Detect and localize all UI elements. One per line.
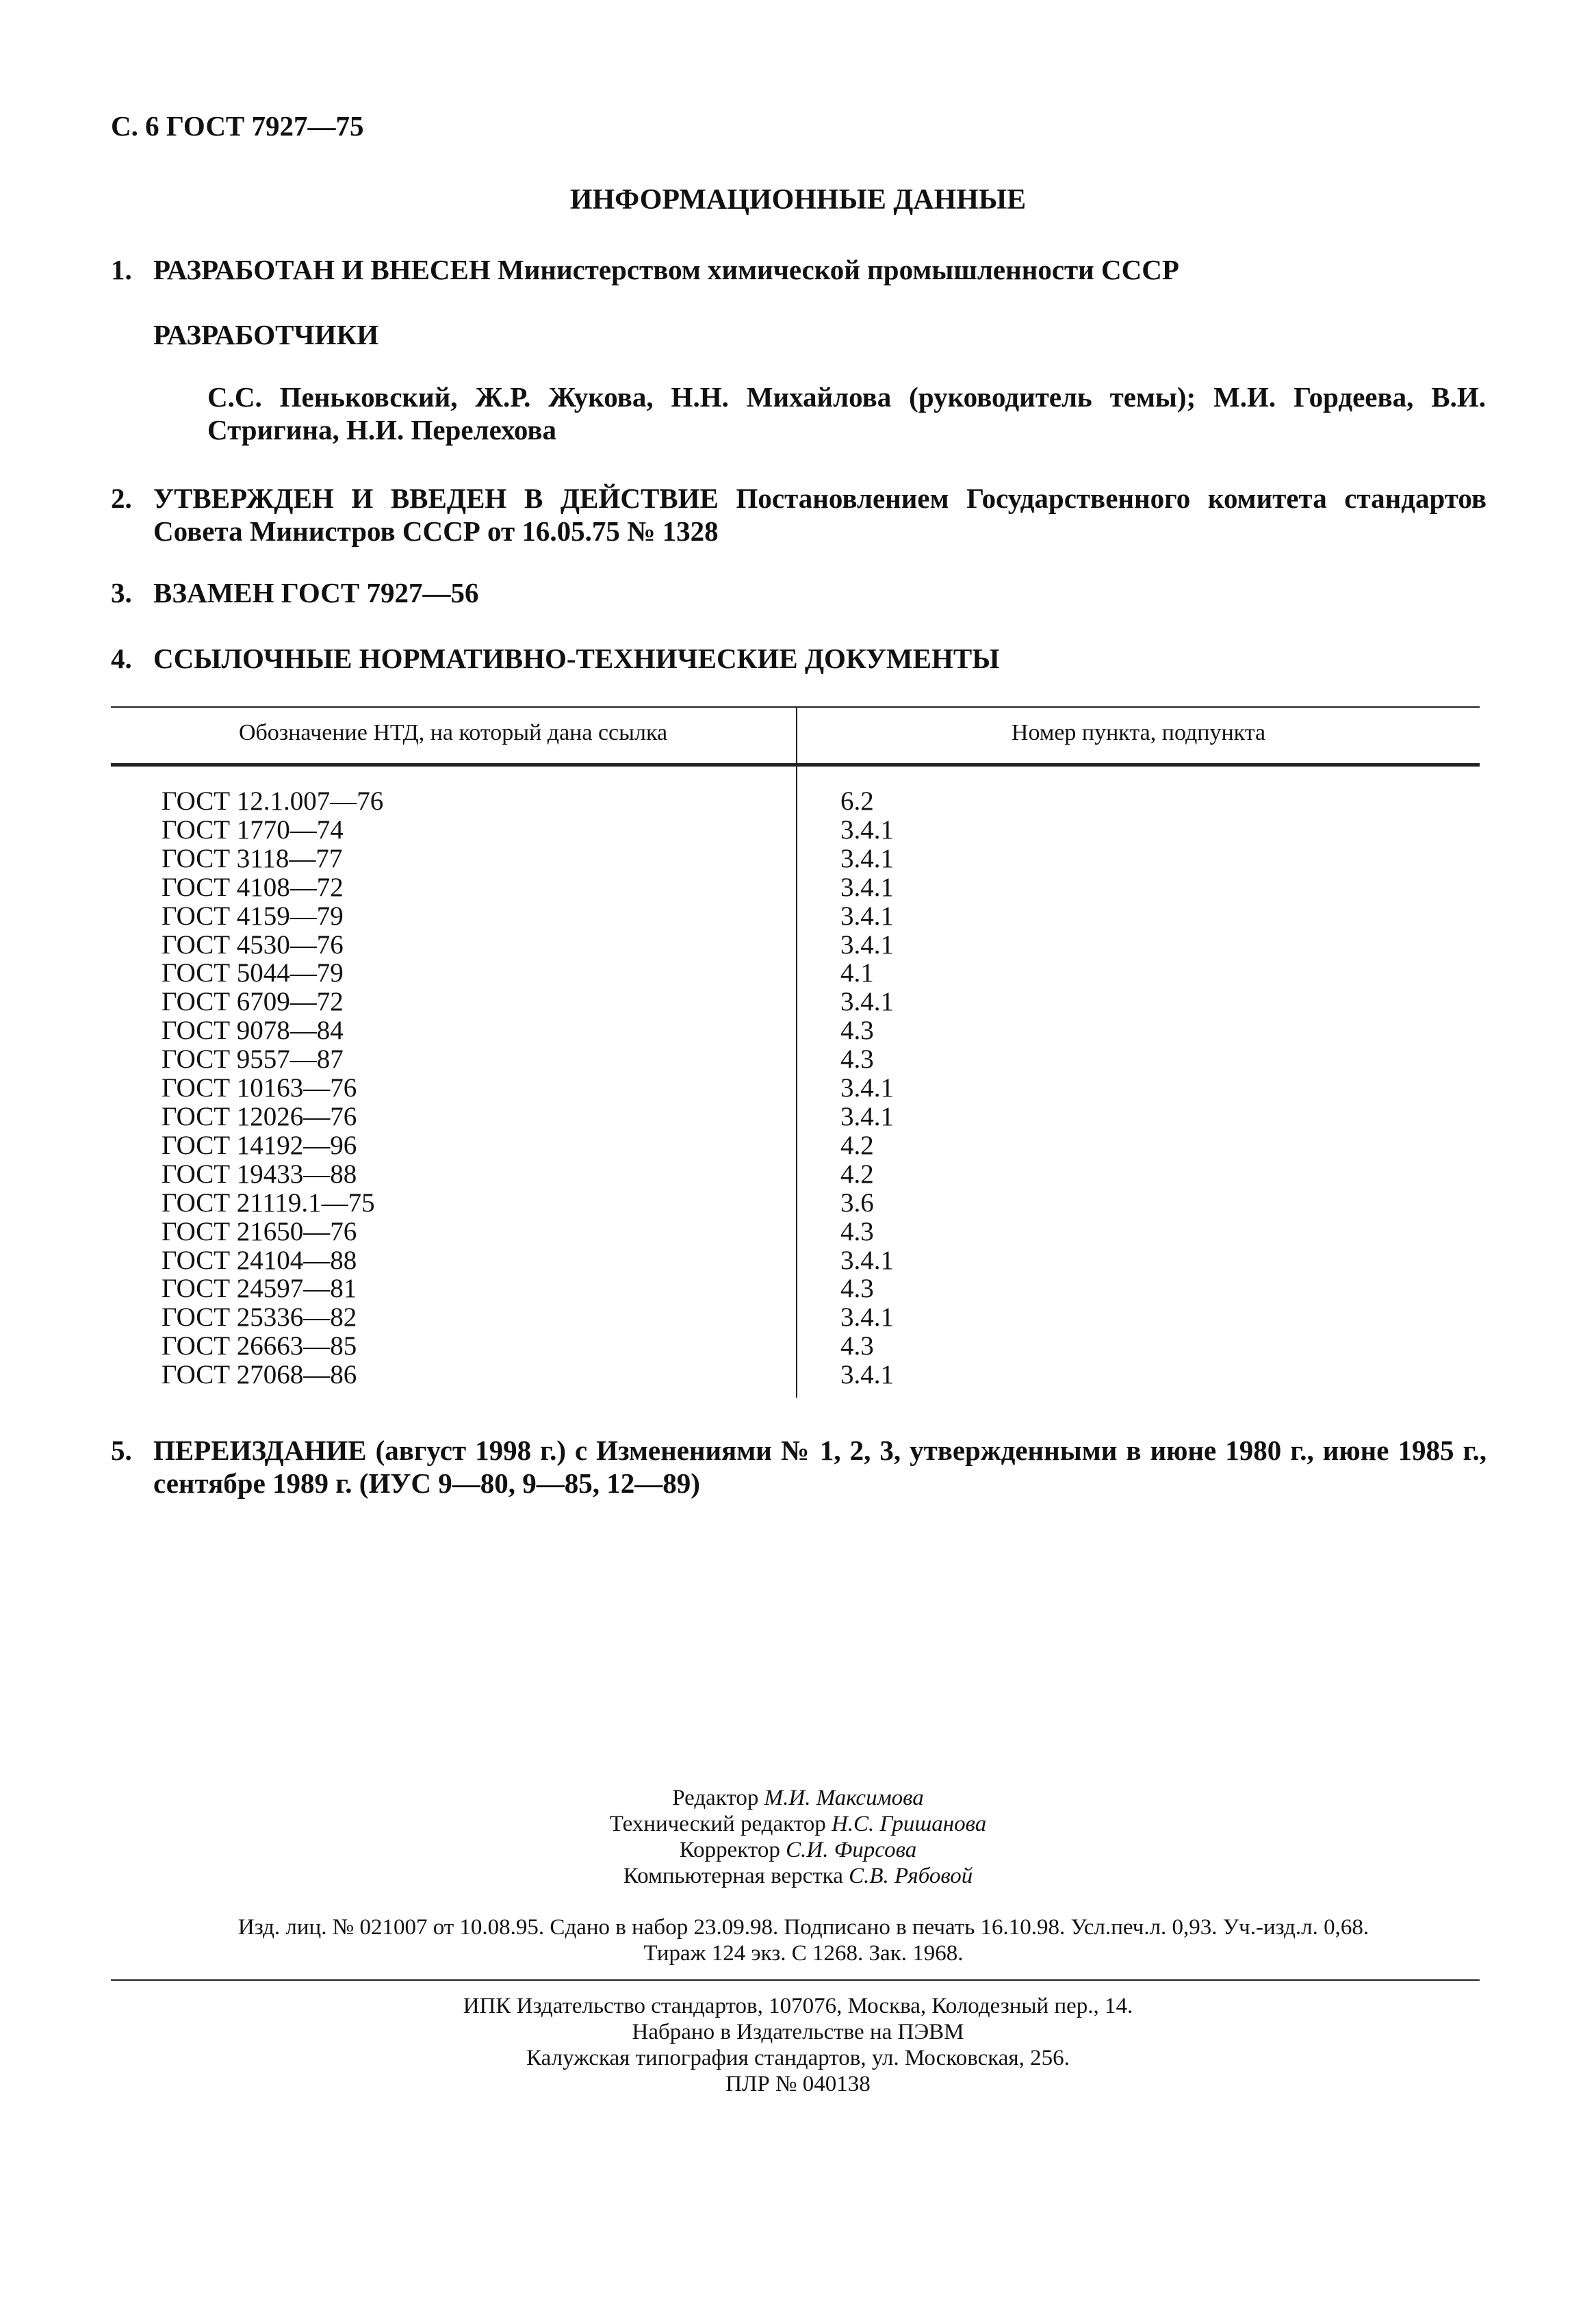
table-cell-document: ГОСТ 4159—79: [162, 901, 344, 931]
table-cell-document: ГОСТ 24597—81: [162, 1274, 357, 1304]
table-cell-clause: 3.4.1: [840, 1360, 894, 1390]
table-column-clauses: [840, 787, 894, 1389]
publisher-imprint: [0, 1993, 1596, 2097]
table-cell-clause: 3.4.1: [840, 1302, 894, 1333]
table-cell-document: ГОСТ 12.1.007—76: [162, 786, 384, 816]
table-cell-document: ГОСТ 26663—85: [162, 1331, 357, 1361]
imprint-line: ПЛР № 040138: [725, 2072, 871, 2096]
table-cell-document: ГОСТ 1770—74: [162, 814, 344, 845]
table-cell-clause: 6.2: [840, 786, 874, 816]
table-cell-clause: 4.1: [840, 958, 874, 988]
table-cell-document: ГОСТ 24104—88: [162, 1245, 357, 1275]
table-cell-document: ГОСТ 21119.1—75: [162, 1187, 375, 1218]
table-cell-document: ГОСТ 3118—77: [162, 843, 343, 873]
table-cell-clause: 3.4.1: [840, 987, 894, 1017]
item-number: 1.: [111, 254, 132, 285]
item-number: 5.: [111, 1435, 132, 1466]
table-cell-document: ГОСТ 5044—79: [162, 958, 344, 988]
editorial-credits: [0, 1785, 1596, 1889]
credit-person: М.И. Максимова: [764, 1786, 924, 1810]
table-cell-clause: 3.4.1: [840, 929, 894, 960]
page-title: ИНФОРМАЦИОННЫЕ ДАННЫЕ: [569, 184, 1027, 216]
table-cell-clause: 3.4.1: [840, 872, 894, 902]
credit-role: Компьютерная верстка: [623, 1864, 849, 1888]
table-cell-document: ГОСТ 19433—88: [162, 1159, 357, 1189]
credit-person: С.И. Фирсова: [786, 1838, 917, 1862]
item-number: 3.: [111, 577, 132, 608]
item-3: [111, 576, 1486, 609]
table-cell-clause: 4.2: [840, 1130, 874, 1160]
item-2: [111, 482, 1486, 548]
table-cell-clause: 4.3: [840, 1016, 874, 1046]
item-number: 2.: [111, 483, 132, 514]
table-cell-document: ГОСТ 4530—76: [162, 929, 344, 960]
credit-role: Технический редактор: [609, 1812, 832, 1836]
table-column-divider: [796, 708, 797, 1398]
item-text: ВЗАМЕН ГОСТ 7927—56: [153, 577, 479, 608]
credit-tech-editor: [0, 1811, 1596, 1837]
publication-line: Изд. лиц. № 021007 от 10.08.95. Сдано в набор 23.09.98. Подписано в печать 16.10.98. Усл.печ.л. 0,93. Уч.-изд.л. 0,68.: [237, 1915, 1369, 1940]
table-cell-document: ГОСТ 21650—76: [162, 1216, 357, 1246]
table-cell-document: ГОСТ 6709—72: [162, 987, 344, 1017]
credit-role: Редактор: [672, 1786, 764, 1810]
table-cell-document: ГОСТ 14192—96: [162, 1130, 357, 1160]
item-text: Постановлением Государственного комитета стандартов Совета Министров СССР от 16.05.75 № 1328: [153, 483, 1486, 547]
table-top-rule: [111, 706, 1480, 708]
table-cell-document: ГОСТ 27068—86: [162, 1360, 357, 1390]
table-cell-clause: 4.3: [840, 1331, 874, 1361]
imprint-rule: [111, 1979, 1480, 1981]
table-cell-document: ГОСТ 25336—82: [162, 1302, 357, 1333]
item-5: [111, 1434, 1486, 1500]
imprint-line: Калужская типография стандартов, ул. Московская, 256.: [526, 2046, 1070, 2070]
item-1: [111, 253, 1486, 286]
item-text: Министерством химической промышленности СССР: [490, 254, 1179, 285]
credit-layout: [0, 1863, 1596, 1889]
imprint-line: Набрано в Издательстве на ПЭВМ: [632, 2020, 964, 2044]
table-cell-clause: 3.4.1: [840, 1101, 894, 1131]
table-cell-clause: 4.3: [840, 1216, 874, 1246]
item-4: [111, 642, 1486, 675]
credit-corrector: [0, 1837, 1596, 1863]
table-cell-clause: 3.6: [840, 1187, 874, 1218]
table-cell-clause: 3.4.1: [840, 1245, 894, 1275]
table-cell-clause: 3.4.1: [840, 814, 894, 845]
credit-person: С.В. Рябовой: [849, 1864, 973, 1888]
table-header-rule: [111, 763, 1480, 767]
item-lead: ПЕРЕИЗДАНИЕ: [153, 1435, 367, 1466]
item-lead: УТВЕРЖДЕН И ВВЕДЕН В ДЕЙСТВИЕ: [153, 483, 719, 514]
developers-list: С.С. Пеньковский, Ж.Р. Жукова, Н.Н. Михайлова (руководитель темы); М.И. Гордеева, В.И. Стригина, Н.И. Перелехова: [207, 381, 1486, 446]
table-cell-document: ГОСТ 12026—76: [162, 1101, 357, 1131]
table-cell-document: ГОСТ 10163—76: [162, 1073, 357, 1103]
table-cell-document: ГОСТ 4108—72: [162, 872, 344, 902]
credit-role: Корректор: [679, 1838, 786, 1862]
publication-details: [153, 1914, 1454, 1966]
table-header-document: Обозначение НТД, на который дана ссылка: [238, 720, 668, 745]
table-cell-clause: 4.3: [840, 1274, 874, 1304]
page-header: С. 6 ГОСТ 7927—75: [111, 110, 364, 142]
credit-editor: [0, 1785, 1596, 1811]
table-cell-clause: 3.4.1: [840, 901, 894, 931]
item-text: ССЫЛОЧНЫЕ НОРМАТИВНО-ТЕХНИЧЕСКИЕ ДОКУМЕНТЫ: [153, 643, 1000, 674]
item-number: 4.: [111, 643, 132, 674]
table-cell-clause: 3.4.1: [840, 1073, 894, 1103]
table-cell-clause: 3.4.1: [840, 843, 894, 873]
item-text: (август 1998 г.) с Изменениями № 1, 2, 3, утвержденными в июне 1980 г., июне 1985 г., сентябре 1989 г. (ИУС 9—80, 9—85, 12—89): [153, 1435, 1486, 1499]
table-cell-document: ГОСТ 9078—84: [162, 1016, 344, 1046]
credit-person: Н.С. Гришанова: [831, 1812, 987, 1836]
table-cell-document: ГОСТ 9557—87: [162, 1044, 344, 1075]
item-lead: РАЗРАБОТАН И ВНЕСЕН: [153, 254, 491, 285]
table-column-documents: [162, 787, 383, 1389]
imprint-line: ИПК Издательство стандартов, 107076, Москва, Колодезный пер., 14.: [463, 1994, 1133, 2018]
developers-label: РАЗРАБОТЧИКИ: [153, 319, 379, 350]
publication-line: Тираж 124 экз. С 1268. Зак. 1968.: [643, 1941, 964, 1966]
table-cell-clause: 4.3: [840, 1044, 874, 1075]
table-cell-clause: 4.2: [840, 1159, 874, 1189]
table-header-clause: Номер пункта, подпункта: [1011, 720, 1266, 745]
